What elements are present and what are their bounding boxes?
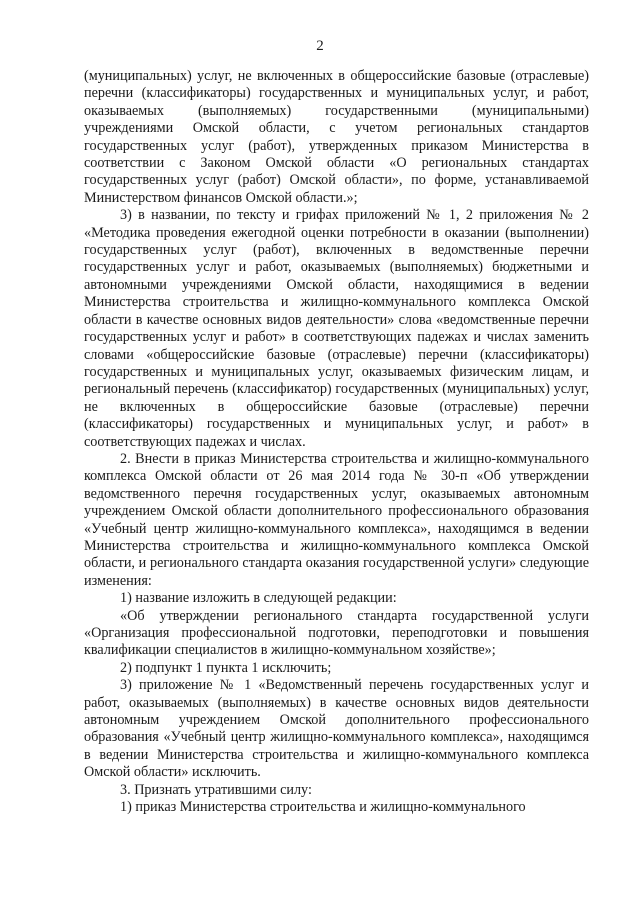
paragraph: 3) приложение № 1 «Ведомственный перечень государственных услуг и работ, оказываемых (выполняемых) в качестве основных видов деятельности автономным учреждением Омской дополнительного профессионального образования «Учебный центр жилищно-коммунального комплекса», находящимся в ведении Министерства строительства и жилищно-коммунального комплекса Омской области» исключить.	[84, 677, 589, 781]
paragraph: 1) приказ Министерства строительства и жилищно-коммунального	[120, 799, 526, 816]
paragraph: 3) в названии, по тексту и грифах приложений № 1, 2 приложения № 2 «Методика проведения ежегодной оценки потребности в оказании (выполнении) государственных услуг (работ), включенных в ведомственные перечни государственных услуг и работ, оказываемых (выполняемых) бюджетными и автономными учреждениями Омской области, находящимися в ведении Министерства строительства и жилищно-коммунального комплекса Омской области в качестве основных видов деятельности» слова «ведомственные перечни государственных услуг и работ» в соответствующих падежах и числах заменить словами «общероссийские базовые (отраслевые) перечни (классификаторы) государственных и муниципальных услуг, оказываемых физическим лицам, и региональный перечень (классификатор) государственных (муниципальных) услуг, не включенных в общероссийские базовые (отраслевые) перечни (классификаторы) государственных и муниципальных услуг, и работ» в соответствующих падежах и числах.	[84, 207, 589, 450]
document-body	[84, 68, 589, 816]
paragraph: 2) подпункт 1 пункта 1 исключить;	[120, 659, 332, 676]
paragraph: (муниципальных) услуг, не включенных в общероссийские базовые (отраслевые) перечни (классификаторы) государственных и муниципальных услуг, и работ, оказываемых (выполняемых) государственными (муниципальными) учреждениями Омской области, с учетом региональных стандартов государственных услуг (работ), утвержденных приказом Министерства в соответствии с Законом Омской области «О региональных стандартах государственных услуг (работ) Омской области», по форме, устанавливаемой Министерством финансов Омской области.»;	[84, 68, 589, 206]
paragraph: 2. Внести в приказ Министерства строительства и жилищно-коммунального комплекса Омской области от 26 мая 2014 года № 30-п «Об утверждении ведомственного перечня государственных услуг, оказываемых автономным учреждением Омской области дополнительного профессионального образования «Учебный центр жилищно-коммунального комплекса», находящимся в ведении Министерства строительства и жилищно-коммунального комплекса Омской области, и регионального стандарта оказания государственной услуги» следующие изменения:	[84, 450, 589, 589]
paragraph: 3. Признать утратившими силу:	[120, 781, 312, 798]
paragraph: 1) название изложить в следующей редакции:	[120, 590, 397, 607]
page-number: 2	[316, 38, 324, 54]
paragraph: «Об утверждении регионального стандарта государственной услуги «Организация профессиональной подготовки, переподготовки и повышения квалификации специалистов в жилищно-коммунальном хозяйстве»;	[84, 607, 589, 659]
